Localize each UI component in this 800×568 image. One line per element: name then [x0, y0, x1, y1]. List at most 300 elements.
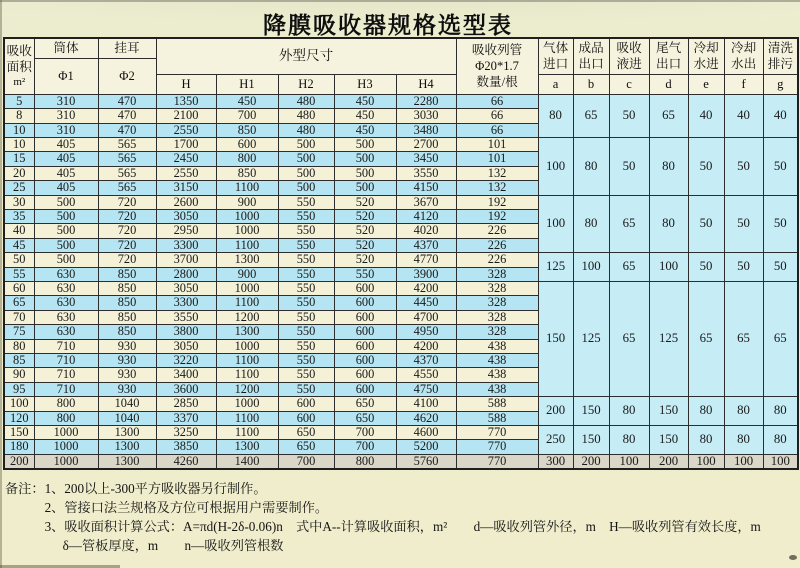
- cell-H: 2600: [156, 195, 216, 209]
- nozzle-cell-g: 40: [763, 94, 798, 137]
- cell-H2: 550: [278, 224, 334, 238]
- cell-H: 3700: [156, 253, 216, 267]
- cell-area: 25: [4, 181, 34, 195]
- cell-tubes: 132: [456, 166, 538, 180]
- cell-phi2: 470: [98, 109, 156, 123]
- cell-tubes: 192: [456, 209, 538, 223]
- cell-H1: 1100: [216, 354, 278, 368]
- cell-H2: 550: [278, 209, 334, 223]
- cell-H1: 1000: [216, 224, 278, 238]
- cell-phi2: 1040: [98, 397, 156, 411]
- nozzle-cell-g: 50: [763, 253, 798, 282]
- col-header-H2: H2: [278, 74, 334, 94]
- cell-H3: 520: [334, 224, 396, 238]
- cell-phi1: 310: [34, 94, 98, 108]
- cell-H: 3050: [156, 282, 216, 296]
- cell-H4: 4150: [396, 181, 456, 195]
- cell-H4: 5760: [396, 454, 456, 469]
- cell-H1: 850: [216, 166, 278, 180]
- cell-H2: 550: [278, 354, 334, 368]
- nozzle-cell-b: 150: [573, 426, 609, 455]
- cell-H2: 500: [278, 181, 334, 195]
- nozzle-cell-g: 80: [763, 426, 798, 455]
- cell-H2: 550: [278, 368, 334, 382]
- nozzle-cell-g: 65: [763, 282, 798, 397]
- cell-H3: 600: [334, 310, 396, 324]
- cell-H3: 700: [334, 426, 396, 440]
- nozzle-cell-b: 200: [573, 454, 609, 469]
- cell-H4: 4550: [396, 368, 456, 382]
- col-header-phi1: Φ1: [34, 59, 98, 95]
- cell-H: 3150: [156, 181, 216, 195]
- nozzle-cell-f: 50: [724, 137, 763, 195]
- nozzle-cell-e: 65: [688, 282, 724, 397]
- cell-H4: 2280: [396, 94, 456, 108]
- nozzle-cell-f: 80: [724, 397, 763, 426]
- nozzle-cell-b: 125: [573, 282, 609, 397]
- nozzle-cell-d: 80: [649, 137, 688, 195]
- nozzle-cell-d: 100: [649, 253, 688, 282]
- cell-H2: 550: [278, 296, 334, 310]
- nozzle-cell-f: 100: [724, 454, 763, 469]
- nozzle-cell-e: 100: [688, 454, 724, 469]
- cell-phi1: 710: [34, 354, 98, 368]
- col-header-coolingwater-in: 冷却水进: [688, 38, 724, 74]
- area-header-unit: m²: [13, 76, 26, 89]
- col-header-product-outlet: 成品出口: [573, 38, 609, 74]
- nozzle-cell-f: 40: [724, 94, 763, 137]
- nozzle-cell-e: 50: [688, 137, 724, 195]
- col-header-H3: H3: [334, 74, 396, 94]
- cell-phi2: 720: [98, 209, 156, 223]
- cell-phi1: 500: [34, 224, 98, 238]
- cell-H2: 500: [278, 166, 334, 180]
- note-item: 3、吸收面积计算公式：A=πd(H-2δ-0.06)n 式中A--计算吸收面积，m² d—吸收列管外径，m H—吸收列管有效长度，m: [44, 519, 761, 535]
- cell-H: 3300: [156, 296, 216, 310]
- cell-tubes: 226: [456, 253, 538, 267]
- col-header-phi2: Φ2: [98, 59, 156, 95]
- cell-phi1: 800: [34, 411, 98, 425]
- cell-H4: 4200: [396, 339, 456, 353]
- cell-phi1: 500: [34, 195, 98, 209]
- cell-H2: 550: [278, 325, 334, 339]
- cell-H1: 1100: [216, 426, 278, 440]
- cell-H2: 550: [278, 238, 334, 252]
- nozzle-cell-e: 40: [688, 94, 724, 137]
- cell-H3: 520: [334, 253, 396, 267]
- nozzle-cell-g: 50: [763, 137, 798, 195]
- cell-phi1: 1000: [34, 454, 98, 469]
- col-header-coolingwater-out: 冷却水出: [724, 38, 763, 74]
- cell-H3: 600: [334, 339, 396, 353]
- nozzle-cell-d: 200: [649, 454, 688, 469]
- col-header-H4: H4: [396, 74, 456, 94]
- cell-tubes: 770: [456, 440, 538, 454]
- nozzle-cell-b: 100: [573, 253, 609, 282]
- cell-area: 200: [4, 454, 34, 469]
- cell-tubes: 770: [456, 426, 538, 440]
- note-item: δ—管板厚度，m n—吸收列管根数: [62, 538, 284, 554]
- cell-phi1: 800: [34, 397, 98, 411]
- cell-tubes: 226: [456, 224, 538, 238]
- cell-H1: 1300: [216, 253, 278, 267]
- table-body: [4, 94, 798, 469]
- cell-phi2: 565: [98, 166, 156, 180]
- cell-H4: 4620: [396, 411, 456, 425]
- cell-tubes: 101: [456, 152, 538, 166]
- cell-phi1: 405: [34, 166, 98, 180]
- cell-H1: 1000: [216, 282, 278, 296]
- cell-H4: 3550: [396, 166, 456, 180]
- cell-area: 45: [4, 238, 34, 252]
- cell-phi1: 630: [34, 310, 98, 324]
- cell-H: 3050: [156, 339, 216, 353]
- cell-phi2: 720: [98, 195, 156, 209]
- nozzle-cell-d: 65: [649, 94, 688, 137]
- cell-H4: 4750: [396, 382, 456, 396]
- cell-phi2: 565: [98, 152, 156, 166]
- cell-H1: 800: [216, 152, 278, 166]
- cell-H3: 520: [334, 209, 396, 223]
- cell-H: 3300: [156, 238, 216, 252]
- cell-H2: 550: [278, 267, 334, 281]
- cell-tubes: 438: [456, 382, 538, 396]
- cell-phi1: 500: [34, 238, 98, 252]
- cell-H: 3550: [156, 310, 216, 324]
- nozzle-cell-g: 100: [763, 454, 798, 469]
- cell-phi2: 565: [98, 181, 156, 195]
- cell-H3: 600: [334, 296, 396, 310]
- cell-H: 2450: [156, 152, 216, 166]
- cell-H2: 700: [278, 454, 334, 469]
- nozzle-cell-d: 150: [649, 397, 688, 426]
- nozzle-cell-a: 200: [538, 397, 573, 426]
- cell-H1: 1000: [216, 209, 278, 223]
- cell-H4: 4950: [396, 325, 456, 339]
- col-header-absorbent-inlet: 吸收液进: [609, 38, 649, 74]
- cell-area: 75: [4, 325, 34, 339]
- cell-H3: 600: [334, 325, 396, 339]
- col-header-tailgas-outlet: 尾气出口: [649, 38, 688, 74]
- col-header-flush-drain: 清洗排污: [763, 38, 798, 74]
- cell-H: 2950: [156, 224, 216, 238]
- cell-H1: 1000: [216, 397, 278, 411]
- area-header-line2: 面积: [6, 60, 32, 75]
- cell-phi2: 720: [98, 253, 156, 267]
- nozzle-cell-f: 80: [724, 426, 763, 455]
- tube-header-line1: 吸收列管: [471, 43, 523, 58]
- cell-area: 180: [4, 440, 34, 454]
- cell-tubes: 588: [456, 411, 538, 425]
- cell-H2: 500: [278, 152, 334, 166]
- cell-phi2: 720: [98, 238, 156, 252]
- cell-H: 4260: [156, 454, 216, 469]
- cell-H2: 480: [278, 94, 334, 108]
- cell-H2: 650: [278, 426, 334, 440]
- table-row: [4, 426, 798, 440]
- cell-phi2: 850: [98, 310, 156, 324]
- cell-H1: 1300: [216, 440, 278, 454]
- cell-tubes: 328: [456, 267, 538, 281]
- cell-H3: 520: [334, 195, 396, 209]
- nozzle-cell-c: 80: [609, 397, 649, 426]
- nozzle-cell-c: 80: [609, 426, 649, 455]
- col-header-H: H: [156, 74, 216, 94]
- cell-H3: 500: [334, 166, 396, 180]
- cell-area: 10: [4, 137, 34, 151]
- col-letter-e: e: [688, 74, 724, 94]
- table-row: [4, 454, 798, 469]
- tube-header-line3: 数量/根: [476, 75, 518, 90]
- cell-H1: 1100: [216, 411, 278, 425]
- nozzle-cell-f: 50: [724, 195, 763, 253]
- cell-area: 80: [4, 339, 34, 353]
- cell-H1: 600: [216, 137, 278, 151]
- cell-phi2: 1300: [98, 454, 156, 469]
- nozzle-cell-b: 150: [573, 397, 609, 426]
- cell-area: 100: [4, 397, 34, 411]
- nozzle-cell-f: 50: [724, 253, 763, 282]
- nozzle-cell-a: 125: [538, 253, 573, 282]
- col-header-tube-count: [456, 38, 538, 94]
- nozzle-cell-b: 80: [573, 195, 609, 253]
- cell-H1: 1100: [216, 296, 278, 310]
- cell-H4: 4200: [396, 282, 456, 296]
- cell-H1: 850: [216, 123, 278, 137]
- cell-H4: 3480: [396, 123, 456, 137]
- col-letter-d: d: [649, 74, 688, 94]
- col-letter-f: f: [724, 74, 763, 94]
- cell-H: 3370: [156, 411, 216, 425]
- col-header-gas-inlet: 气体进口: [538, 38, 573, 74]
- cell-H4: 3030: [396, 109, 456, 123]
- cell-H: 2550: [156, 123, 216, 137]
- nozzle-cell-g: 50: [763, 195, 798, 253]
- cell-H: 2100: [156, 109, 216, 123]
- cell-H3: 600: [334, 368, 396, 382]
- cell-H3: 520: [334, 238, 396, 252]
- nozzle-cell-e: 50: [688, 195, 724, 253]
- nozzle-cell-a: 150: [538, 282, 573, 397]
- cell-tubes: 588: [456, 397, 538, 411]
- cell-H4: 4600: [396, 426, 456, 440]
- cell-H2: 480: [278, 123, 334, 137]
- cell-area: 120: [4, 411, 34, 425]
- cell-tubes: 192: [456, 195, 538, 209]
- cell-H: 3250: [156, 426, 216, 440]
- cell-H2: 550: [278, 310, 334, 324]
- cell-tubes: 101: [456, 137, 538, 151]
- nozzle-cell-g: 80: [763, 397, 798, 426]
- cell-area: 15: [4, 152, 34, 166]
- nozzle-cell-a: 80: [538, 94, 573, 137]
- cell-phi1: 500: [34, 209, 98, 223]
- cell-tubes: 66: [456, 109, 538, 123]
- nozzle-cell-e: 80: [688, 426, 724, 455]
- cell-H4: 3900: [396, 267, 456, 281]
- cell-phi2: 930: [98, 382, 156, 396]
- scan-speck: [789, 555, 797, 560]
- cell-H1: 900: [216, 267, 278, 281]
- cell-phi1: 710: [34, 382, 98, 396]
- nozzle-cell-c: 50: [609, 137, 649, 195]
- cell-H1: 1200: [216, 310, 278, 324]
- cell-tubes: 66: [456, 123, 538, 137]
- cell-phi1: 1000: [34, 440, 98, 454]
- cell-H: 3220: [156, 354, 216, 368]
- table-row: [4, 253, 798, 267]
- cell-H4: 3450: [396, 152, 456, 166]
- note-item: 2、管接口法兰规格及方位可根据用户需要制作。: [44, 500, 329, 516]
- cell-area: 70: [4, 310, 34, 324]
- cell-H3: 450: [334, 123, 396, 137]
- cell-H3: 600: [334, 354, 396, 368]
- cell-tubes: 438: [456, 339, 538, 353]
- cell-phi1: 405: [34, 137, 98, 151]
- col-letter-c: c: [609, 74, 649, 94]
- cell-phi2: 850: [98, 267, 156, 281]
- nozzle-cell-e: 80: [688, 397, 724, 426]
- cell-tubes: 328: [456, 310, 538, 324]
- cell-area: 55: [4, 267, 34, 281]
- cell-phi2: 930: [98, 368, 156, 382]
- note-item: 1、200以上-300平方吸收器另行制作。: [44, 481, 267, 497]
- cell-H: 3800: [156, 325, 216, 339]
- col-letter-g: g: [763, 74, 798, 94]
- tube-header-line2: Φ20*1.7: [475, 59, 519, 74]
- cell-area: 30: [4, 195, 34, 209]
- cell-tubes: 132: [456, 181, 538, 195]
- cell-phi2: 850: [98, 325, 156, 339]
- cell-phi2: 470: [98, 94, 156, 108]
- cell-phi2: 850: [98, 282, 156, 296]
- cell-H4: 4770: [396, 253, 456, 267]
- cell-H3: 450: [334, 94, 396, 108]
- cell-H3: 650: [334, 397, 396, 411]
- cell-H: 3600: [156, 382, 216, 396]
- cell-area: 150: [4, 426, 34, 440]
- cell-H4: 2700: [396, 137, 456, 151]
- cell-H1: 1000: [216, 339, 278, 353]
- nozzle-cell-c: 50: [609, 94, 649, 137]
- cell-H2: 550: [278, 382, 334, 396]
- nozzle-cell-e: 50: [688, 253, 724, 282]
- cell-H: 3400: [156, 368, 216, 382]
- cell-H4: 4370: [396, 354, 456, 368]
- cell-phi1: 310: [34, 109, 98, 123]
- cell-phi1: 630: [34, 325, 98, 339]
- table-row: [4, 397, 798, 411]
- cell-phi2: 850: [98, 296, 156, 310]
- cell-phi1: 630: [34, 267, 98, 281]
- cell-H4: 4370: [396, 238, 456, 252]
- nozzle-cell-a: 250: [538, 426, 573, 455]
- cell-H4: 4450: [396, 296, 456, 310]
- cell-H: 3050: [156, 209, 216, 223]
- cell-H: 2550: [156, 166, 216, 180]
- cell-phi1: 310: [34, 123, 98, 137]
- cell-H1: 700: [216, 109, 278, 123]
- cell-H: 3850: [156, 440, 216, 454]
- cell-phi2: 565: [98, 137, 156, 151]
- cell-tubes: 438: [456, 368, 538, 382]
- nozzle-cell-a: 100: [538, 195, 573, 253]
- table-row: [4, 282, 798, 296]
- nozzle-cell-b: 65: [573, 94, 609, 137]
- cell-H2: 600: [278, 411, 334, 425]
- cell-H1: 900: [216, 195, 278, 209]
- cell-H: 2850: [156, 397, 216, 411]
- cell-H3: 800: [334, 454, 396, 469]
- cell-H2: 550: [278, 253, 334, 267]
- cell-phi1: 630: [34, 282, 98, 296]
- cell-phi1: 1000: [34, 426, 98, 440]
- cell-tubes: 328: [456, 325, 538, 339]
- cell-area: 90: [4, 368, 34, 382]
- cell-phi2: 1300: [98, 440, 156, 454]
- cell-H3: 450: [334, 109, 396, 123]
- cell-area: 20: [4, 166, 34, 180]
- cell-H4: 4100: [396, 397, 456, 411]
- cell-tubes: 770: [456, 454, 538, 469]
- table-header: [4, 38, 798, 94]
- nozzle-cell-f: 65: [724, 282, 763, 397]
- cell-H4: 4120: [396, 209, 456, 223]
- nozzle-cell-a: 300: [538, 454, 573, 469]
- cell-area: 60: [4, 282, 34, 296]
- cell-H1: 450: [216, 94, 278, 108]
- notes-section: [5, 479, 800, 555]
- nozzle-cell-d: 125: [649, 282, 688, 397]
- nozzle-cell-c: 65: [609, 282, 649, 397]
- cell-area: 85: [4, 354, 34, 368]
- area-header-line1: 吸收: [6, 44, 32, 59]
- cell-H4: 3670: [396, 195, 456, 209]
- cell-H: 1700: [156, 137, 216, 151]
- cell-H1: 1100: [216, 238, 278, 252]
- cell-area: 35: [4, 209, 34, 223]
- cell-H: 2800: [156, 267, 216, 281]
- cell-H1: 1400: [216, 454, 278, 469]
- cell-phi2: 470: [98, 123, 156, 137]
- cell-H2: 550: [278, 195, 334, 209]
- cell-H4: 4700: [396, 310, 456, 324]
- cell-H3: 650: [334, 411, 396, 425]
- nozzle-cell-a: 100: [538, 137, 573, 195]
- nozzle-cell-b: 80: [573, 137, 609, 195]
- table-row: [4, 94, 798, 108]
- cell-H1: 1100: [216, 181, 278, 195]
- cell-phi2: 1040: [98, 411, 156, 425]
- notes-label: 备注：: [5, 481, 45, 497]
- cell-H2: 500: [278, 137, 334, 151]
- cell-tubes: 438: [456, 354, 538, 368]
- nozzle-cell-d: 80: [649, 195, 688, 253]
- page-title: 降膜吸收器规格选型表: [263, 13, 513, 38]
- cell-area: 65: [4, 296, 34, 310]
- cell-H2: 600: [278, 397, 334, 411]
- cell-H3: 500: [334, 181, 396, 195]
- table-row: [4, 137, 798, 151]
- cell-H2: 550: [278, 339, 334, 353]
- col-letter-a: a: [538, 74, 573, 94]
- spec-table: [3, 37, 799, 470]
- cell-phi1: 500: [34, 253, 98, 267]
- col-header-lug: 挂耳: [98, 38, 156, 59]
- col-header-dimensions: 外型尺寸: [156, 38, 456, 74]
- cell-phi2: 720: [98, 224, 156, 238]
- cell-area: 50: [4, 253, 34, 267]
